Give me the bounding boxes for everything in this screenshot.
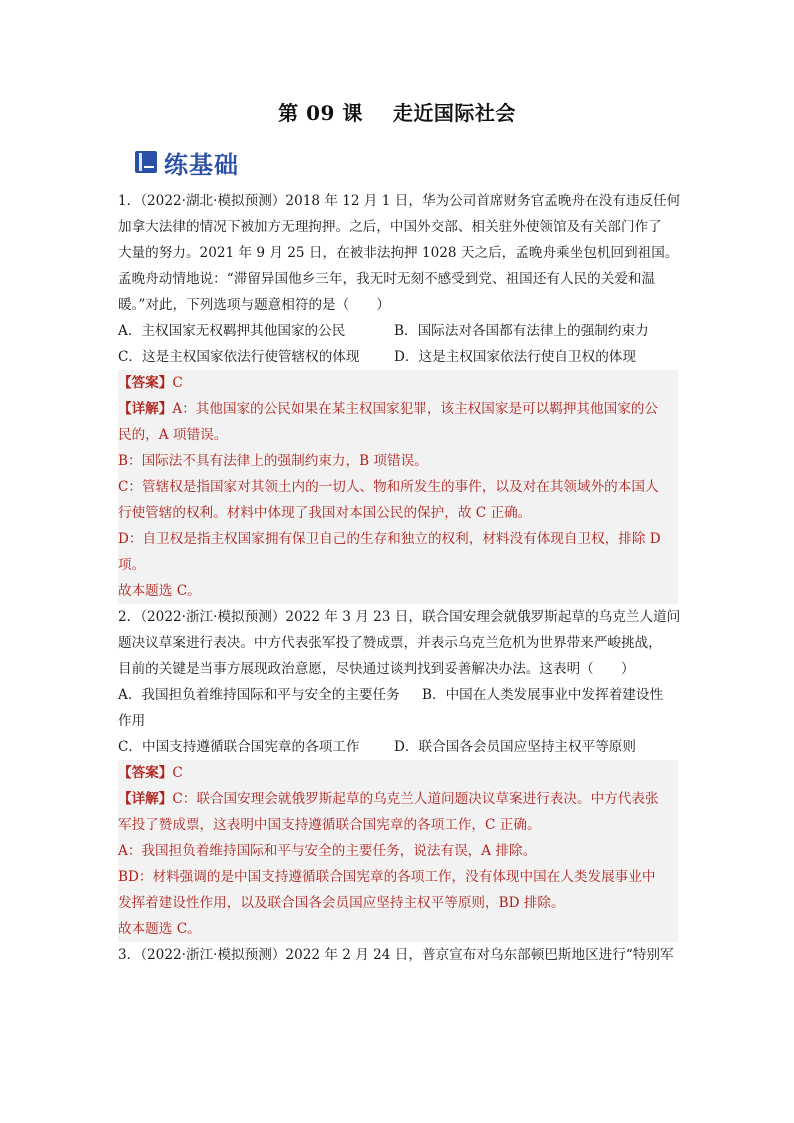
question-stem-line: 1．（2022·湖北·模拟预测）2018 年 12 月 1 日，华为公司首席财务官孟晚舟在没有违反任何 xyxy=(118,193,681,209)
answer-value: C xyxy=(172,765,183,781)
detail-line: 行使管辖的权利。材料中体现了我国对本国公民的保护，故 C 正确。 xyxy=(118,505,532,521)
option-d: D．这是主权国家依法行使自卫权的体现 xyxy=(394,349,636,365)
detail-line: B：国际法不具有法律上的强制约束力，B 项错误。 xyxy=(118,453,428,469)
detail-line: C：管辖权是指国家对其领土内的一切人、物和所发生的事件，以及对在其领域外的本国人 xyxy=(118,479,659,495)
option-b: B．国际法对各国都有法律上的强制约束力 xyxy=(394,323,649,339)
question-stem-line: 暖。”对此，下列选项与题意相符的是（ ） xyxy=(118,297,391,313)
option-a: A．我国担负着维持国际和平与安全的主要任务 xyxy=(118,687,400,703)
answer-block xyxy=(118,370,678,604)
detail-line: BD：材料强调的是中国支持遵循联合国宪章的各项工作，没有体现中国在人类发展事业中 xyxy=(118,869,656,885)
detail-line: 故本题选 C。 xyxy=(118,921,201,937)
answer-value: C xyxy=(172,375,183,391)
question-stem-line: 孟晚舟动情地说：“滞留异国他乡三年，我无时无刻不感受到党、祖国还有人民的关爱和温 xyxy=(118,271,656,287)
detail-line: 项。 xyxy=(118,557,146,573)
detail-line: D：自卫权是指主权国家拥有保卫自己的生存和独立的权利，材料没有体现自卫权，排除 D xyxy=(118,531,661,547)
section-heading xyxy=(134,146,239,178)
option-b-continuation: 作用 xyxy=(118,713,146,729)
question-stem-line: 3．（2022·浙江·模拟预测）2022 年 2 月 24 日，普京宣布对乌东部顿巴斯地区进行“特别军 xyxy=(118,947,674,963)
options-row xyxy=(118,734,678,760)
question-list xyxy=(118,188,681,968)
question-1 xyxy=(118,188,681,604)
detail-line: 故本题选 C。 xyxy=(118,583,201,599)
option-b: B．中国在人类发展事业中发挥着建设性 xyxy=(422,687,664,703)
option-d: D．联合国各会员国应坚持主权平等原则 xyxy=(394,739,636,755)
detail-tag: 【详解】 xyxy=(118,401,173,417)
lesson-number: 第 09 课 xyxy=(278,101,363,125)
answer-line xyxy=(118,370,678,396)
lesson-name: 走近国际社会 xyxy=(392,101,516,125)
question-3 xyxy=(118,942,678,968)
detail-line: 发挥着建设性作用，以及联合国各会员国应坚持主权平等原则，BD 排除。 xyxy=(118,895,565,911)
options-row xyxy=(118,344,678,370)
question-stem-line: 大量的努力。2021 年 9 月 25 日，在被非法拘押 1028 天之后，孟晚舟乘坐包机回到祖国。 xyxy=(118,245,679,261)
answer-tag: 【答案】 xyxy=(118,765,173,781)
options-row xyxy=(118,318,678,344)
detail-line: 【详解】A：其他国家的公民如果在某主权国家犯罪，该主权国家是可以羁押其他国家的公 xyxy=(118,401,658,417)
options-row xyxy=(118,682,678,708)
answer-tag: 【答案】 xyxy=(118,375,173,391)
question-stem-line: 目前的关键是当事方展现政治意愿，尽快通过谈判找到妥善解决办法。这表明（ ） xyxy=(118,661,635,677)
answer-line xyxy=(118,760,678,786)
detail-line: 民的，A 项错误。 xyxy=(118,427,228,443)
option-a: A．主权国家无权羁押其他国家的公民 xyxy=(118,323,346,339)
question-stem-line: 加拿大法律的情况下被加方无理拘押。之后，中国外交部、相关驻外使领馆及有关部门作了 xyxy=(118,219,662,235)
detail-line: 军投了赞成票，这表明中国支持遵循联合国宪章的各项工作，C 正确。 xyxy=(118,817,541,833)
option-c: C．中国支持遵循联合国宪章的各项工作 xyxy=(118,739,360,755)
answer-block xyxy=(118,760,678,942)
book-icon xyxy=(134,150,158,174)
question-2 xyxy=(118,604,681,942)
section-label: 练基础 xyxy=(164,150,239,179)
detail-tag: 【详解】 xyxy=(118,791,173,807)
question-stem-line: 题决议草案进行表决。中方代表张军投了赞成票，并表示乌克兰危机为世界带来严峻挑战， xyxy=(118,635,662,651)
question-stem-line: 2．（2022·浙江·模拟预测）2022 年 3 月 23 日，联合国安理会就俄罗斯起草的乌克兰人道问 xyxy=(118,609,681,625)
detail-line: A：我国担负着维持国际和平与安全的主要任务，说法有误，A 排除。 xyxy=(118,843,537,859)
detail-line: 【详解】C：联合国安理会就俄罗斯起草的乌克兰人道问题决议草案进行表决。中方代表张 xyxy=(118,791,659,807)
page-title xyxy=(0,97,794,126)
option-c: C．这是主权国家依法行使管辖权的体现 xyxy=(118,349,360,365)
